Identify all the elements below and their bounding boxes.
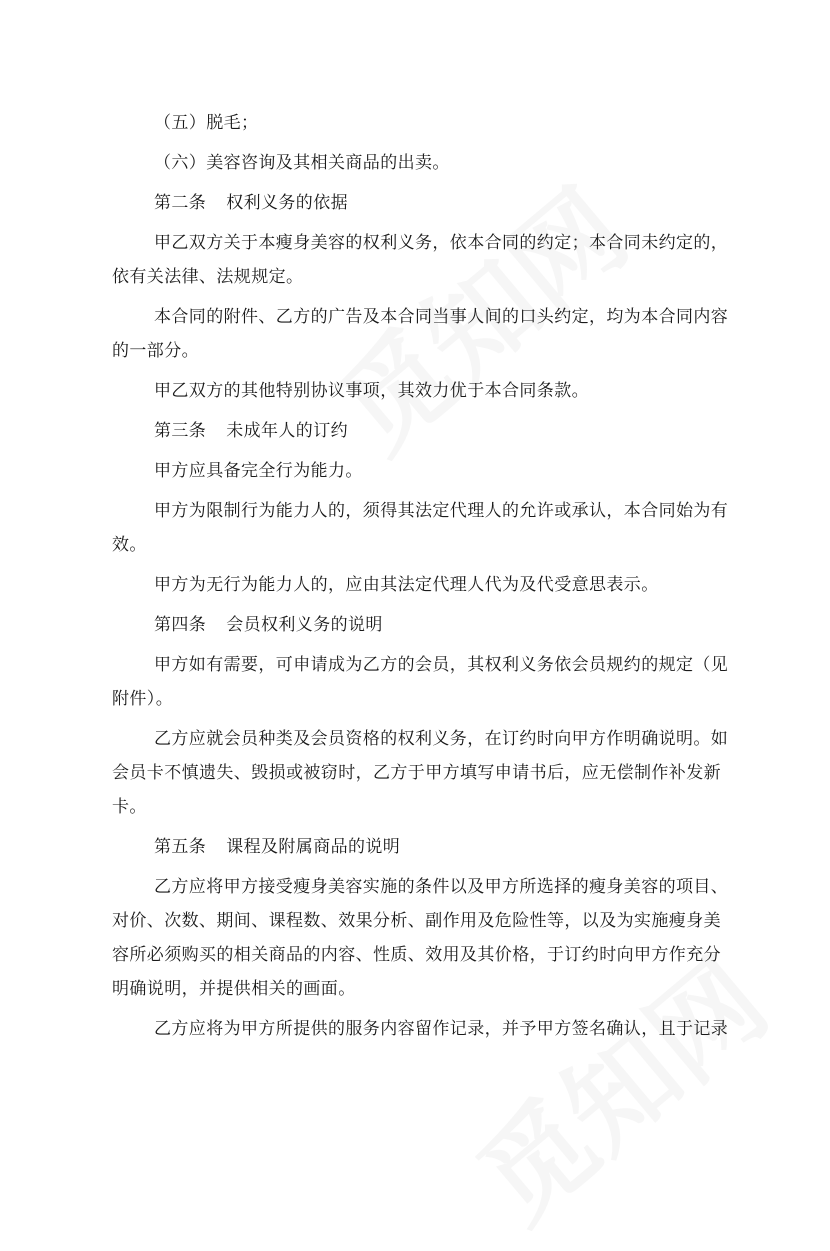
paragraph-line: 甲乙双方关于本瘦身美容的权利义务，依本合同的约定；本合同未约定的，: [154, 233, 729, 253]
document-body: [112, 108, 729, 1054]
paragraph-line: 甲方为无行为能力人的，应由其法定代理人代为及代受意思表示。: [154, 575, 659, 595]
paragraph-line: 甲方应具备完全行为能力。: [154, 461, 363, 481]
paragraph-line: 的一部分。: [112, 341, 199, 361]
paragraph-line: 乙方应将甲方接受瘦身美容实施的条件以及甲方所选择的瘦身美容的项目、: [154, 877, 729, 897]
paragraph-line: 会员卡不慎遗失、毁损或被窃时，乙方于甲方填写申请书后，应无偿制作补发新: [112, 763, 721, 783]
article-title: 权利义务的依据: [226, 193, 349, 213]
paragraph-line: 效。: [112, 535, 147, 555]
paragraph-line: 甲方如有需要，可申请成为乙方的会员，其权利义务依会员规约的规定（见: [154, 655, 729, 675]
paragraph-line: 明确说明，并提供相关的画面。: [112, 979, 356, 999]
article-title: 未成年人的订约: [226, 421, 349, 441]
paragraph-line: 甲方为限制行为能力人的，须得其法定代理人的允许或承认，本合同始为有: [154, 501, 729, 521]
article-number: 第四条: [154, 615, 207, 635]
article-heading: [112, 610, 720, 640]
paragraph-line: 对价、次数、期间、课程数、效果分析、副作用及危险性等，以及为实施瘦身美: [112, 911, 721, 931]
article-number: 第二条: [154, 193, 207, 213]
paragraph-line: 乙方应将为甲方所提供的服务内容留作记录，并予甲方签名确认，且于记录: [154, 1019, 729, 1039]
paragraph-line: 本合同的附件、乙方的广告及本合同当事人间的口头约定，均为本合同内容: [154, 307, 729, 327]
article-number: 第五条: [154, 837, 207, 857]
article-title: 会员权利义务的说明: [226, 615, 383, 635]
paragraph-line: 甲乙双方的其他特别协议事项，其效力优于本合同条款。: [154, 381, 589, 401]
paragraph-line: 依有关法律、法规规定。: [112, 267, 304, 287]
paragraph-line: 卡。: [112, 797, 147, 817]
article-heading: [112, 188, 720, 218]
article-number: 第三条: [154, 421, 207, 441]
paragraph-line: 附件）。: [112, 689, 174, 709]
paragraph-line: （六）美容咨询及其相关商品的出卖。: [154, 153, 450, 173]
paragraph-line: 容所必须购买的相关商品的内容、性质、效用及其价格，于订约时向甲方作充分: [112, 945, 721, 965]
article-heading: [112, 416, 720, 446]
article-title: 课程及附属商品的说明: [226, 837, 401, 857]
paragraph-line: 乙方应就会员种类及会员资格的权利义务，在订约时向甲方作明确说明。如: [154, 729, 729, 749]
article-heading: [112, 832, 720, 862]
paragraph-line: （五）脱毛；: [154, 113, 259, 133]
